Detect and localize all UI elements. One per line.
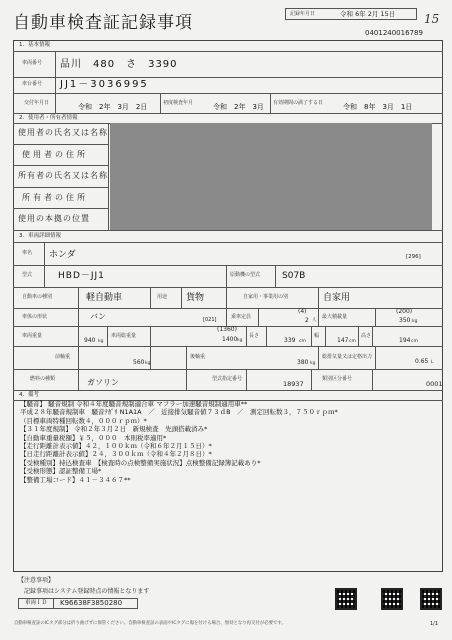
qr-code-icon	[381, 588, 403, 610]
remark-line: 【受検形態】認証整備工場*	[20, 467, 102, 476]
front-axle-unit: kg	[145, 361, 151, 366]
displacement-unit: L	[431, 360, 434, 365]
body-code: [021]	[203, 317, 217, 323]
body-value: バン	[90, 312, 106, 321]
width-value: 147	[337, 337, 349, 344]
capacity-unit: 人	[312, 318, 317, 323]
type-approval-value: 18937	[283, 380, 304, 388]
fuel-value: ガソリン	[87, 378, 119, 387]
expiry-value: 令和 8年 3月 1日	[343, 103, 413, 111]
chassis-label: 車台番号	[22, 81, 43, 87]
first-reg-value: 令和 2年 3月	[213, 103, 264, 111]
capacity-top: (4)	[298, 308, 307, 315]
remark-line: 【騒音】 騒音規制 令和４年度騒音規制適合車 マフラー加速騒音規制適用車**	[20, 400, 248, 408]
owner-label-base-location: 使用の本拠の位置	[18, 214, 90, 223]
capacity-label: 乗車定員	[231, 314, 252, 320]
use-value: 貨物	[186, 293, 205, 303]
gross-value: 1400	[222, 336, 238, 343]
owner-label-user-name: 使用者の氏名又は名称	[18, 128, 108, 137]
max-load-top: (200)	[396, 308, 413, 315]
engine-label: 原動機の型式	[230, 272, 261, 278]
height-unit: cm	[411, 339, 418, 344]
handwritten-number: 15	[424, 12, 440, 26]
owner-label-owner-name: 所有者の氏名又は名称	[18, 171, 108, 180]
section-owner-info: 2．使用者・所有者情報	[19, 115, 78, 121]
issue-date-label: 記録年月日	[290, 11, 316, 17]
fuel-label: 燃料の種類	[30, 376, 56, 382]
length-label: 長さ	[249, 333, 260, 339]
displacement-label: 総排気量又は定格出力	[322, 354, 373, 360]
vehicle-id-label: 車両ＩＤ	[25, 600, 48, 606]
page-number: 1/1	[430, 621, 439, 627]
section-vehicle-info: 3．車両詳細情報	[19, 233, 61, 239]
issue-value: 令和 2年 3月 2日	[78, 103, 148, 111]
type-label: 自動車の種別	[22, 294, 53, 300]
issue-date-value: 令和 6年 2月 15日	[340, 10, 396, 18]
use-label: 用途	[157, 294, 168, 300]
remark-line: 【整備工場コード】４１－３４６７**	[20, 475, 131, 484]
issue-label: 交付年月日	[24, 100, 50, 106]
gross-top: (1360)	[217, 326, 237, 333]
remark-line: 【受検種別】持込検査車 【検査時の点検整備実施状況】点検整備記録簿記載あり*	[20, 458, 261, 467]
notice-title: 【注意事項】	[18, 577, 55, 584]
rear-axle-value: 380	[297, 359, 309, 366]
height-value: 194	[399, 337, 411, 344]
width-label: 幅	[314, 333, 320, 339]
first-reg-label: 初度検査年月	[163, 100, 194, 106]
model-value: HBD－JJ1	[58, 271, 105, 281]
rear-axle-label: 後軸重	[190, 354, 206, 360]
owner-label-owner-address: 所有者の住所	[22, 193, 88, 202]
qr-code-icon	[335, 588, 357, 610]
qr-code-icon	[420, 588, 442, 610]
height-label: 高さ	[361, 333, 372, 339]
reg-no-value: 品川 480 さ 3390	[60, 59, 178, 70]
width-unit: cm	[349, 339, 356, 344]
category-label: 類別区分番号	[322, 376, 353, 382]
vehicle-id-value: K96638F3850280	[60, 599, 123, 607]
maker-value: ホンダ	[49, 250, 76, 260]
remark-line: 【自動車重量税額】￥５，０００ 本則税率適用*	[20, 433, 167, 442]
model-label: 型式	[22, 272, 33, 278]
body-label: 車体の形状	[22, 314, 48, 320]
type-approval-label: 型式指定番号	[212, 376, 243, 382]
remark-line: 【３１年度規制】 令和２年３月２日 新規検査 先頭搭載済み*	[20, 425, 208, 434]
chassis-value: JJ1－3036995	[60, 79, 149, 90]
remark-line: 【日走行距離計表示値】２４，３００ｋｍ（令和４年２月８日）*	[20, 450, 212, 459]
reg-no-label: 車両番号	[22, 60, 43, 66]
front-axle-label: 前軸重	[55, 354, 71, 360]
rear-axle-unit: kg	[310, 361, 316, 366]
section-basic-info: 1．基本情報	[19, 42, 50, 48]
weight-value: 940	[84, 337, 96, 344]
remark-line: 【走行距離計表示値】４２，１００ｋｍ（令和６年２月１５日）*	[20, 442, 212, 450]
owner-label-user-address: 使用者の住所	[22, 150, 88, 159]
page-title: 自動車検査証記録事項	[13, 13, 193, 33]
maker-code: [296]	[406, 254, 421, 260]
weight-unit: kg	[98, 339, 104, 344]
max-load-value: 350	[399, 317, 411, 324]
notice-text: 記録事項はシステム登録時点の情報となります	[24, 588, 150, 595]
category-value: 0001	[426, 380, 443, 388]
maker-label: 車名	[22, 250, 33, 256]
length-value: 339	[284, 337, 296, 344]
bottom-notice: 自動車検査証のICタグ部分は折り曲げずに保管ください。自動車検査証の表面やICタグに傷を付ける場合、無効となり再交付が必要です。	[14, 621, 286, 626]
displacement-value: 0.65	[415, 358, 429, 365]
private-label: 自家用・事業用の別	[243, 294, 289, 300]
private-value: 自家用	[323, 293, 351, 303]
weight-label: 車両重量	[22, 333, 43, 339]
type-value: 軽自動車	[86, 293, 123, 303]
remark-line: （目標車両特種回転数４，０００ｒｐｍ）*	[20, 416, 147, 425]
length-unit: cm	[299, 339, 306, 344]
remark-line: 平成２８年騒音規制車 騒音ﾃｶﾞﾘ N1A1A ／ 近接排気騒音値７３ｄB ／ 測定回転数３，７５０ｒｐｍ*	[20, 408, 338, 417]
capacity-value: 2	[305, 317, 309, 324]
front-axle-value: 560	[133, 359, 145, 366]
gross-label: 車両総重量	[111, 333, 137, 339]
redaction-block	[110, 123, 432, 230]
document-number: 0401240016789	[365, 29, 423, 37]
expiry-label: 有効期間の満了する日	[273, 100, 324, 106]
section-remarks: 4．備考	[19, 392, 39, 398]
max-load-unit: kg	[412, 319, 418, 324]
engine-value: S07B	[282, 271, 306, 281]
gross-unit: kg	[237, 338, 243, 343]
max-load-label: 最大積載量	[322, 314, 348, 320]
